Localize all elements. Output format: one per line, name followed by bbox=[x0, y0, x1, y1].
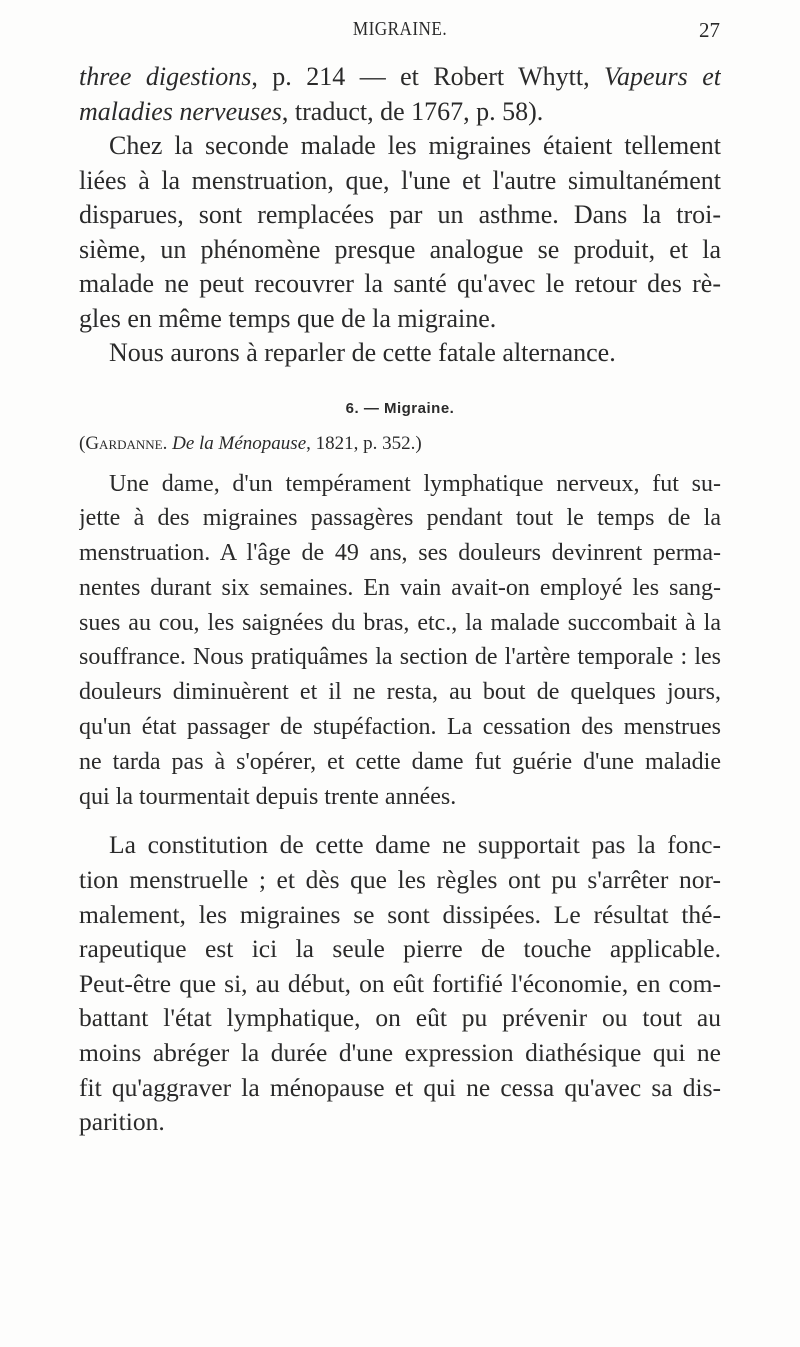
case-description bbox=[79, 467, 721, 815]
paragraph-line: jette à des migraines passagères pendant tout le temps de la bbox=[79, 505, 721, 532]
paragraph-line: malade ne peut recouvrer la santé qu'avec le retour des rè- bbox=[79, 269, 721, 298]
paragraph-line: parition. bbox=[79, 1107, 165, 1137]
paragraph-line: qui la tourmentait depuis trente années. bbox=[79, 783, 457, 810]
paragraph-line: Chez la seconde malade les migraines étaient tellement bbox=[109, 131, 721, 160]
paragraph-line: disparues, sont remplacées par un asthme. Dans la troi- bbox=[79, 200, 721, 229]
body-text bbox=[79, 60, 721, 1140]
continued-line-2 bbox=[79, 95, 721, 130]
paragraph-line: gles en même temps que de la migraine. bbox=[79, 303, 497, 333]
source-author: Gardanne bbox=[85, 432, 163, 454]
paragraph-line: douleurs diminuèrent et il ne resta, au bout de quelques jours, bbox=[79, 679, 721, 706]
source-citation: (Gardanne. De la Ménopause, 1821, p. 352.) bbox=[79, 432, 422, 454]
continued-line-1 bbox=[79, 60, 721, 95]
italic-title: Vapeurs et bbox=[604, 62, 721, 91]
paragraph-line: moins abréger la durée d'une expression diathésique qui ne bbox=[79, 1038, 721, 1068]
paragraph-line: sième, un phénomène presque analogue se produit, et la bbox=[79, 234, 721, 264]
source-title: De la Ménopause bbox=[172, 432, 307, 454]
italic-title: three digestions bbox=[79, 62, 252, 91]
paragraph-line: La constitution de cette dame ne supportait pas la fonc- bbox=[109, 830, 721, 860]
source-details: , 1821, p. 352.) bbox=[306, 432, 422, 454]
case-commentary bbox=[79, 828, 721, 1139]
running-head bbox=[80, 18, 720, 48]
paragraph-line: Peut-être que si, au début, on eût fortifié l'économie, en com- bbox=[79, 968, 721, 998]
paragraph-line: liées à la menstruation, que, l'une et l'autre simultanément bbox=[79, 165, 721, 195]
paragraph-line: malement, les migraines se sont dissipées. Le résultat thé- bbox=[79, 899, 721, 929]
paragraph-line: fit qu'aggraver la ménopause et qui ne cessa qu'avec sa dis- bbox=[79, 1072, 721, 1102]
paragraph-line: ne tarda pas à s'opérer, et cette dame fut guérie d'une maladie bbox=[79, 748, 721, 775]
paragraph-line: battant l'état lymphatique, on eût pu prévenir ou tout au bbox=[79, 1003, 721, 1033]
paragraph-line: qu'un état passager de stupéfaction. La cessation des menstrues bbox=[79, 714, 721, 741]
paragraph-line: souffrance. Nous pratiquâmes la section de l'artère temporale : les bbox=[79, 644, 721, 671]
paragraph-line: Une dame, d'un tempérament lymphatique nerveux, fut su- bbox=[109, 470, 721, 497]
citation-text: , p. 214 — et Robert Whytt, bbox=[251, 62, 605, 91]
upper-section bbox=[79, 60, 721, 371]
italic-title: maladies nerveuses bbox=[79, 96, 282, 126]
paragraph-line: sues au cou, les saignées du bras, etc., la malade succombait à la bbox=[79, 609, 721, 636]
paragraph-line: nentes durant six semaines. En vain avait-on employé les sang- bbox=[79, 574, 721, 601]
running-title: MIGRAINE. bbox=[352, 18, 448, 40]
page-number: 27 bbox=[699, 18, 720, 42]
paragraph-line: rapeutique est ici la seule pierre de touche applicable. bbox=[79, 934, 721, 964]
section-heading: 6. — Migraine. bbox=[345, 399, 455, 417]
citation-text: , traduct, de 1767, p. 58). bbox=[281, 96, 544, 126]
paragraph-line: tion menstruelle ; et dès que les règles ont pu s'arrêter nor- bbox=[79, 865, 721, 895]
paragraph-line: menstruation. A l'âge de 49 ans, ses douleurs devinrent perma- bbox=[79, 540, 721, 567]
paragraph-line: Nous aurons à reparler de cette fatale alternance. bbox=[109, 338, 616, 367]
